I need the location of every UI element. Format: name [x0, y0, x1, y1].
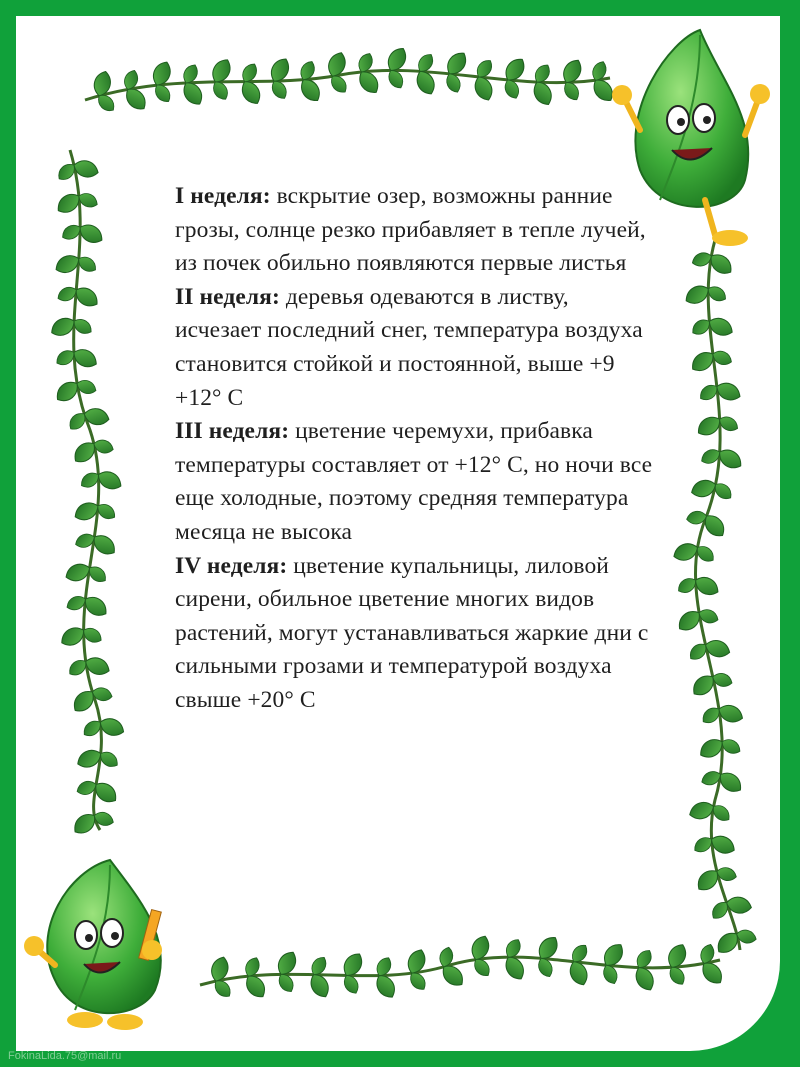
right-vine	[671, 240, 758, 957]
spring-weeks-text	[175, 180, 655, 718]
week-3-paragraph	[175, 415, 655, 549]
week-4-paragraph	[175, 550, 655, 718]
week-3-text: цветение черемухи, прибавка температуры составляет от +12° С, но ночи все еще холодные, поэтому средняя температура месяца не высока	[175, 418, 653, 545]
author-email: FokinaLida.75@mail.ru	[8, 1050, 122, 1062]
left-vine	[48, 150, 126, 838]
week-1-paragraph	[175, 180, 655, 281]
week-4-label: IV неделя:	[175, 552, 288, 579]
top-vine	[85, 45, 617, 115]
bottom-vine	[200, 933, 726, 1001]
week-1-text: вскрытие озер, возможны ранние грозы, солнце резко прибавляет в тепле лучей, из почек обильно появляются первые листья	[175, 183, 646, 277]
week-3-label: III неделя:	[175, 418, 290, 445]
week-4-text: цветение купальницы, лиловой сирени, обильное цветение многих видов растений, могут устанавливаться жаркие дни с сильными грозами и температурой воздуха свыше +20° С	[175, 552, 649, 713]
week-2-label: II неделя:	[175, 283, 280, 310]
leaf-icon	[92, 810, 115, 829]
week-1-label: I неделя:	[175, 183, 271, 209]
week-2-paragraph	[175, 281, 655, 415]
leaf-character-bottom-icon	[24, 860, 162, 1030]
week-2-text: деревья одеваются в листву, исчезает последний снег, температура воздуха становится стойкой и постоянной, выше +9 +12° С	[175, 283, 643, 411]
